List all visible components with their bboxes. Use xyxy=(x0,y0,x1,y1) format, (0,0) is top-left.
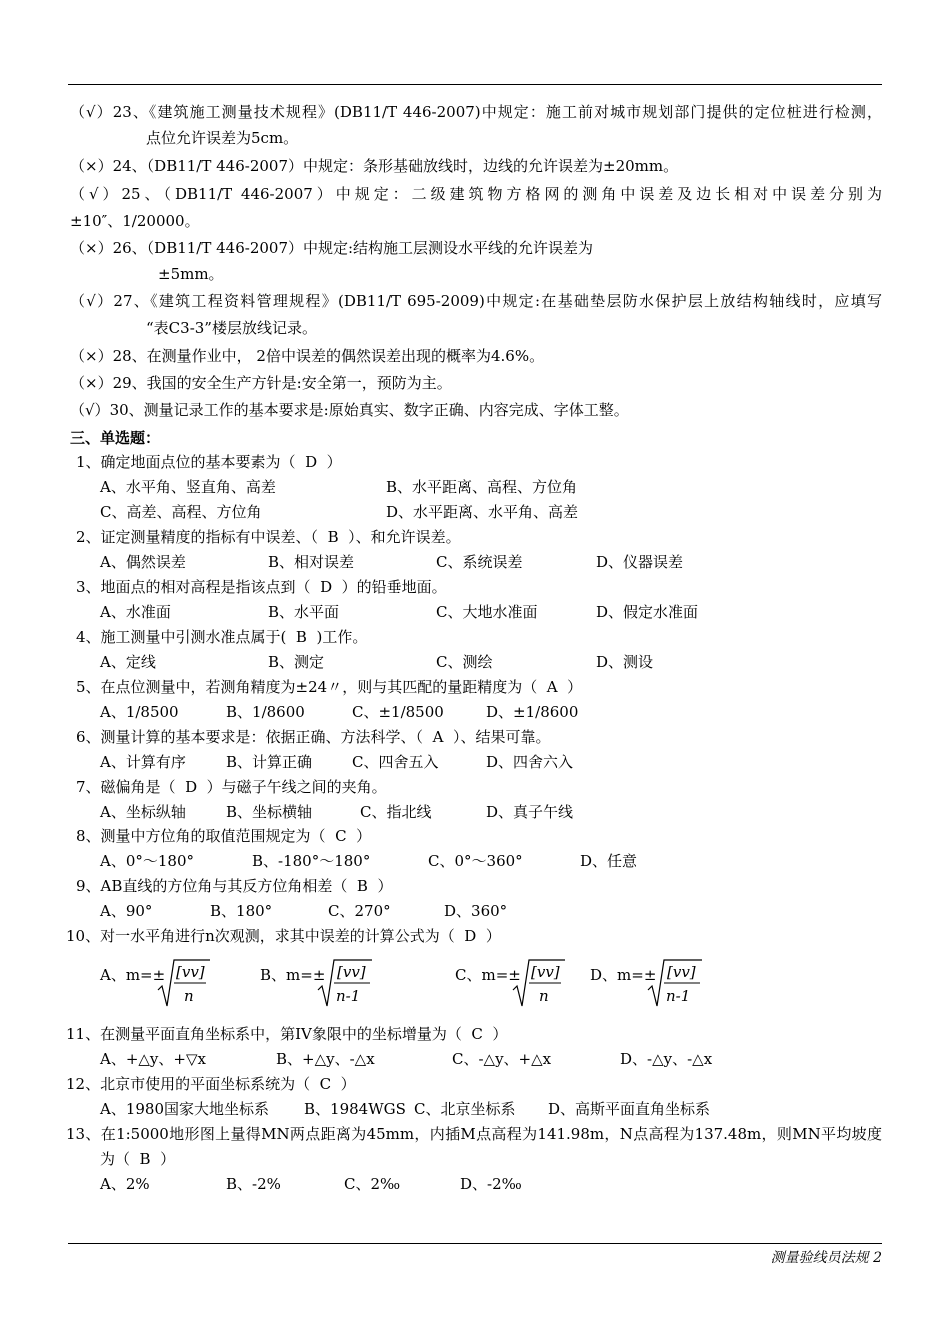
question-8: 8、测量中方位角的取值范围规定为（ C ） xyxy=(76,827,372,845)
formula-c-denominator: n xyxy=(539,987,549,1005)
formula-c-prefix: C、m=± xyxy=(455,966,521,984)
question-6-option-d: D、四舍六入 xyxy=(486,753,574,771)
fraction-bar-c xyxy=(529,958,569,1008)
formula-b-numerator: [vv] xyxy=(337,963,366,981)
question-12-option-b: B、1984WGS xyxy=(304,1100,406,1118)
question-9-option-c: C、270° xyxy=(328,902,391,920)
judgment-26-line2: ±5mm。 xyxy=(158,265,224,283)
section-title: 三、单选题： xyxy=(70,429,161,447)
question-10: 10、对一水平角进行n次观测，求其中误差的计算公式为（ D ） xyxy=(66,927,501,945)
question-9-option-d: D、360° xyxy=(444,902,508,920)
question-8-option-a: A、0°～180° xyxy=(100,852,195,870)
question-2: 2、证定测量精度的指标有中误差、（ B ）、和允许误差。 xyxy=(76,528,461,546)
judgment-25-line1: （√）25、（DB11/T 446-2007）中规定：二级建筑物方格网的测角中误差及边长相对中误差分别为 xyxy=(70,185,882,203)
footer-rule xyxy=(68,1243,882,1244)
judgment-27-line1: （√）27、《建筑工程资料管理规程》(DB11/T 695-2009)中规定:在基础垫层防水保护层上放结构轴线时，应填写 xyxy=(70,292,883,310)
judgment-23-line1: （√）23、《建筑施工测量技术规程》(DB11/T 446-2007)中规定：施工前对城市规划部门提供的定位桩进行检测， xyxy=(70,103,882,121)
formula-d-denominator: n-1 xyxy=(666,987,691,1005)
question-1-option-a: A、水平角、竖直角、高差 xyxy=(100,478,276,496)
formula-option-a xyxy=(100,958,220,1008)
question-4-option-b: B、测定 xyxy=(268,653,325,671)
question-7-option-b: B、坐标横轴 xyxy=(226,803,313,821)
formula-option-c xyxy=(455,958,575,1008)
fraction-bar-a xyxy=(174,958,214,1008)
question-7-option-d: D、真子午线 xyxy=(486,803,574,821)
question-1: 1、确定地面点位的基本要素为（ D ） xyxy=(76,453,342,471)
judgment-26-line1: （×）26、（DB11/T 446-2007）中规定:结构施工层测设水平线的允许误差为 xyxy=(70,239,594,257)
question-7-option-a: A、坐标纵轴 xyxy=(100,803,186,821)
formula-a-prefix: A、m=± xyxy=(100,966,166,984)
question-2-option-b: B、相对误差 xyxy=(268,553,355,571)
question-5-option-a: A、1/8500 xyxy=(100,703,179,721)
question-2-option-a: A、偶然误差 xyxy=(100,553,186,571)
question-11-option-b: B、+△y、-△x xyxy=(276,1050,375,1068)
question-9-option-a: A、90° xyxy=(100,902,153,920)
question-8-option-b: B、-180°～180° xyxy=(252,852,371,870)
question-13-option-d: D、-2‰ xyxy=(460,1175,522,1193)
question-5-option-d: D、±1/8600 xyxy=(486,703,579,721)
question-6-option-a: A、计算有序 xyxy=(100,753,186,771)
question-11-option-c: C、-△y、+△x xyxy=(452,1050,552,1068)
question-1-option-c: C、高差、高程、方位角 xyxy=(100,503,262,521)
question-6: 6、测量计算的基本要求是：依据正确、方法科学、（ A ）、结果可靠。 xyxy=(76,728,551,746)
question-11-option-d: D、-△y、-△x xyxy=(620,1050,713,1068)
question-12: 12、北京市使用的平面坐标系统为（ C ） xyxy=(66,1075,356,1093)
question-3-option-d: D、假定水准面 xyxy=(596,603,699,621)
question-4-option-a: A、定线 xyxy=(100,653,156,671)
question-11-option-a: A、+△y、+▽x xyxy=(100,1050,206,1068)
question-8-option-c: C、0°～360° xyxy=(428,852,523,870)
question-2-option-d: D、仪器误差 xyxy=(596,553,684,571)
judgment-28: （×）28、在测量作业中， 2倍中误差的偶然误差出现的概率为4.6%。 xyxy=(70,347,545,365)
judgment-29: （×）29、我国的安全生产方针是:安全第一，预防为主。 xyxy=(70,374,452,392)
question-13-option-a: A、2% xyxy=(100,1175,150,1193)
question-9: 9、AB直线的方位角与其反方位角相差（ B ） xyxy=(76,877,393,895)
header-rule xyxy=(68,84,882,85)
question-5-option-c: C、±1/8500 xyxy=(352,703,444,721)
question-3-option-c: C、大地水准面 xyxy=(436,603,538,621)
question-12-option-c: C、北京坐标系 xyxy=(414,1100,516,1118)
formula-option-b xyxy=(260,958,380,1008)
formula-option-d xyxy=(590,958,710,1008)
question-5: 5、在点位测量中，若测角精度为±24〃，则与其匹配的量距精度为（ A ） xyxy=(76,678,583,696)
question-3-option-b: B、水平面 xyxy=(268,603,340,621)
formula-b-prefix: B、m=± xyxy=(260,966,326,984)
question-4-option-c: C、测绘 xyxy=(436,653,493,671)
judgment-23-line2: 点位允许误差为5cm。 xyxy=(146,129,299,147)
question-12-option-d: D、高斯平面直角坐标系 xyxy=(548,1100,711,1118)
question-13: 13、在1:5000地形图上量得MN两点距离为45mm，内插M点高程为141.98m，N点高程为137.48m，则MN平均坡度 xyxy=(66,1125,882,1143)
formula-d-prefix: D、m=± xyxy=(590,966,657,984)
formula-b-denominator: n-1 xyxy=(336,987,361,1005)
question-7-option-c: C、指北线 xyxy=(360,803,432,821)
judgment-30: （√）30、测量记录工作的基本要求是:原始真实、数字正确、内容完成、字体工整。 xyxy=(70,401,629,419)
question-2-option-c: C、系统误差 xyxy=(436,553,523,571)
question-6-option-c: C、四舍五入 xyxy=(352,753,439,771)
question-4: 4、施工测量中引测水准点属于( B )工作。 xyxy=(76,628,368,646)
judgment-25-line2: ±10″、1/20000。 xyxy=(70,212,200,230)
formula-a-denominator: n xyxy=(184,987,194,1005)
question-3: 3、地面点的相对高程是指该点到（ D ）的铅垂地面。 xyxy=(76,578,447,596)
question-1-option-b: B、水平距离、高程、方位角 xyxy=(386,478,578,496)
question-11: 11、在测量平面直角坐标系中，第IV象限中的坐标增量为（ C ） xyxy=(66,1025,508,1043)
question-5-option-b: B、1/8600 xyxy=(226,703,305,721)
question-13-option-c: C、2‰ xyxy=(344,1175,401,1193)
question-6-option-b: B、计算正确 xyxy=(226,753,313,771)
sqrt-sign-icon xyxy=(100,958,152,1008)
formula-c-numerator: [vv] xyxy=(531,963,560,981)
judgment-24: （×）24、（DB11/T 446-2007）中规定：条形基础放线时，边线的允许误差为±20mm。 xyxy=(70,157,679,175)
question-12-option-a: A、1980国家大地坐标系 xyxy=(100,1100,270,1118)
page-footer: 测量验线员法规 2 xyxy=(770,1250,882,1266)
formula-d-numerator: [vv] xyxy=(667,963,696,981)
question-8-option-d: D、任意 xyxy=(580,852,638,870)
question-3-option-a: A、水准面 xyxy=(100,603,171,621)
question-4-option-d: D、测设 xyxy=(596,653,654,671)
question-7: 7、磁偏角是（ D ）与磁子午线之间的夹角。 xyxy=(76,778,387,796)
question-13-option-b: B、-2% xyxy=(226,1175,281,1193)
question-1-option-d: D、水平距离、水平角、高差 xyxy=(386,503,579,521)
formula-a-numerator: [vv] xyxy=(176,963,205,981)
question-9-option-b: B、180° xyxy=(210,902,273,920)
question-13-continued: 为（ B ） xyxy=(100,1150,176,1168)
judgment-27-line2: “表C3-3”楼层放线记录。 xyxy=(146,319,317,337)
